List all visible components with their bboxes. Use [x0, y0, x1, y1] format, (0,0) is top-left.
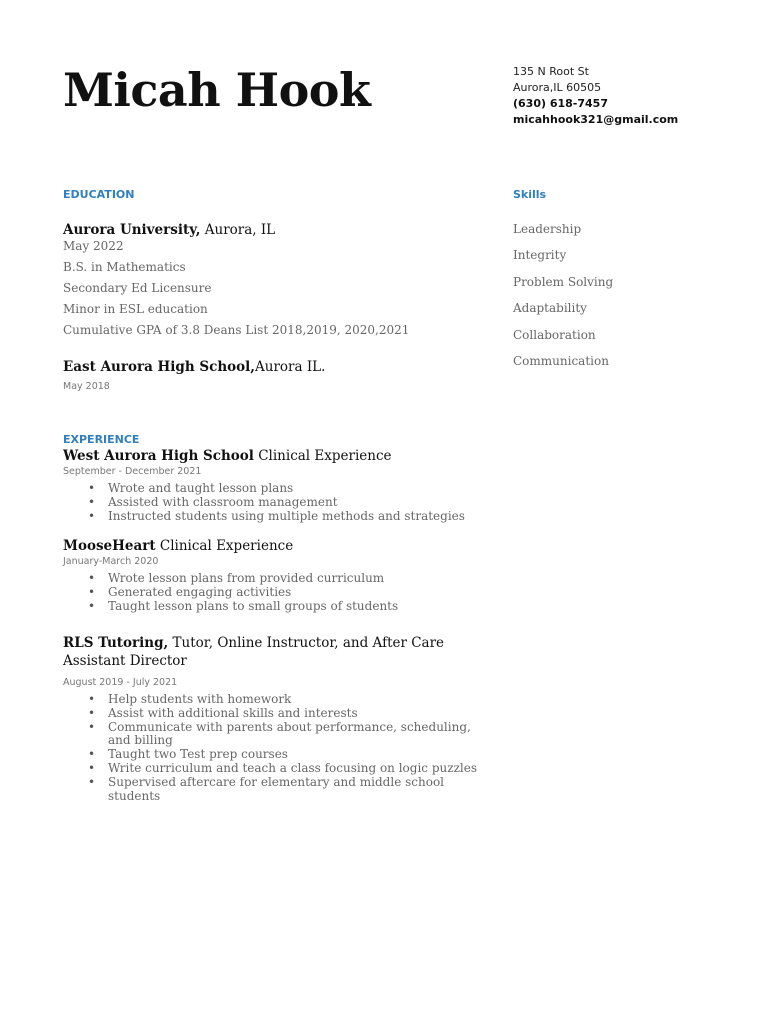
employer-name: MooseHeart	[63, 538, 156, 554]
experience-entry-mooseheart	[63, 537, 478, 613]
duties-list	[63, 572, 478, 613]
skill-item: Integrity	[513, 248, 567, 263]
employment-dates: August 2019 - July 2021	[63, 677, 178, 688]
skill-item: Collaboration	[513, 327, 596, 342]
education-heading: EDUCATION	[63, 188, 135, 201]
job-role: Clinical Experience	[253, 448, 392, 464]
skills-list	[513, 216, 613, 374]
contact-street: 135 N Root St	[513, 65, 589, 78]
duty-item: • Wrote lesson plans from provided curriculum	[108, 572, 478, 586]
contact-email: micahhook321@gmail.com	[513, 113, 679, 126]
graduation-date: May 2022	[63, 239, 124, 253]
school-name: Aurora University,	[63, 222, 201, 238]
contact-phone: (630) 618-7457	[513, 97, 608, 110]
contact-city: Aurora,IL 60505	[513, 81, 602, 94]
employment-dates: September - December 2021	[63, 466, 202, 477]
experience-entry-west-aurora	[63, 447, 478, 523]
job-role: Tutor, Online Instructor, and After Care Assistant Director	[63, 635, 445, 669]
duty-item: • Supervised aftercare for elementary and middle school students	[108, 776, 478, 804]
school-location: Aurora, IL	[200, 222, 276, 238]
education-entry-aurora-university	[63, 221, 409, 341]
skill-item: Adaptability	[513, 301, 587, 316]
duty-item: • Help students with homework	[108, 693, 478, 707]
resume-name: Micah Hook	[63, 63, 371, 117]
school-location: Aurora IL.	[255, 359, 326, 375]
graduation-date: May 2018	[63, 381, 110, 392]
education-detail-licensure: Secondary Ed Licensure	[63, 281, 212, 295]
skills-heading: Skills	[513, 188, 547, 201]
education-entry-east-aurora	[63, 358, 325, 392]
duty-item: • Communicate with parents about performance, scheduling, and billing	[108, 721, 478, 749]
employer-name: RLS Tutoring,	[63, 635, 169, 651]
education-entry-title	[63, 221, 409, 239]
education-detail-degree: B.S. in Mathematics	[63, 260, 186, 274]
duty-item: • Write curriculum and teach a class focusing on logic puzzles	[108, 762, 478, 776]
duties-list	[63, 693, 478, 803]
experience-entry-title	[63, 537, 478, 555]
duty-item: • Assist with additional skills and interests	[108, 707, 478, 721]
duty-item: • Taught lesson plans to small groups of students	[108, 600, 478, 614]
skill-item: Problem Solving	[513, 274, 614, 289]
education-detail-gpa: Cumulative GPA of 3.8 Deans List 2018,2019, 2020,2021	[63, 323, 410, 337]
contact-block	[513, 64, 678, 128]
skill-item: Communication	[513, 354, 609, 369]
duty-item: • Instructed students using multiple methods and strategies	[108, 510, 478, 524]
education-details	[63, 257, 409, 341]
education-entry-title	[63, 358, 325, 376]
employer-name: West Aurora High School	[63, 448, 254, 464]
education-detail-minor: Minor in ESL education	[63, 302, 208, 316]
duty-item: • Wrote and taught lesson plans	[108, 482, 478, 496]
job-role: Clinical Experience	[155, 538, 294, 554]
school-name: East Aurora High School,	[63, 359, 255, 375]
experience-entry-rls-tutoring	[63, 634, 477, 803]
duty-item: • Assisted with classroom management	[108, 496, 478, 510]
skill-item: Leadership	[513, 222, 582, 236]
experience-heading: EXPERIENCE	[63, 433, 140, 446]
duty-item: • Taught two Test prep courses	[108, 748, 478, 762]
experience-entry-title	[63, 634, 463, 670]
experience-entry-title	[63, 447, 478, 465]
duties-list	[63, 482, 478, 523]
duty-item: • Generated engaging activities	[108, 586, 478, 600]
employment-dates: January-March 2020	[63, 556, 159, 567]
